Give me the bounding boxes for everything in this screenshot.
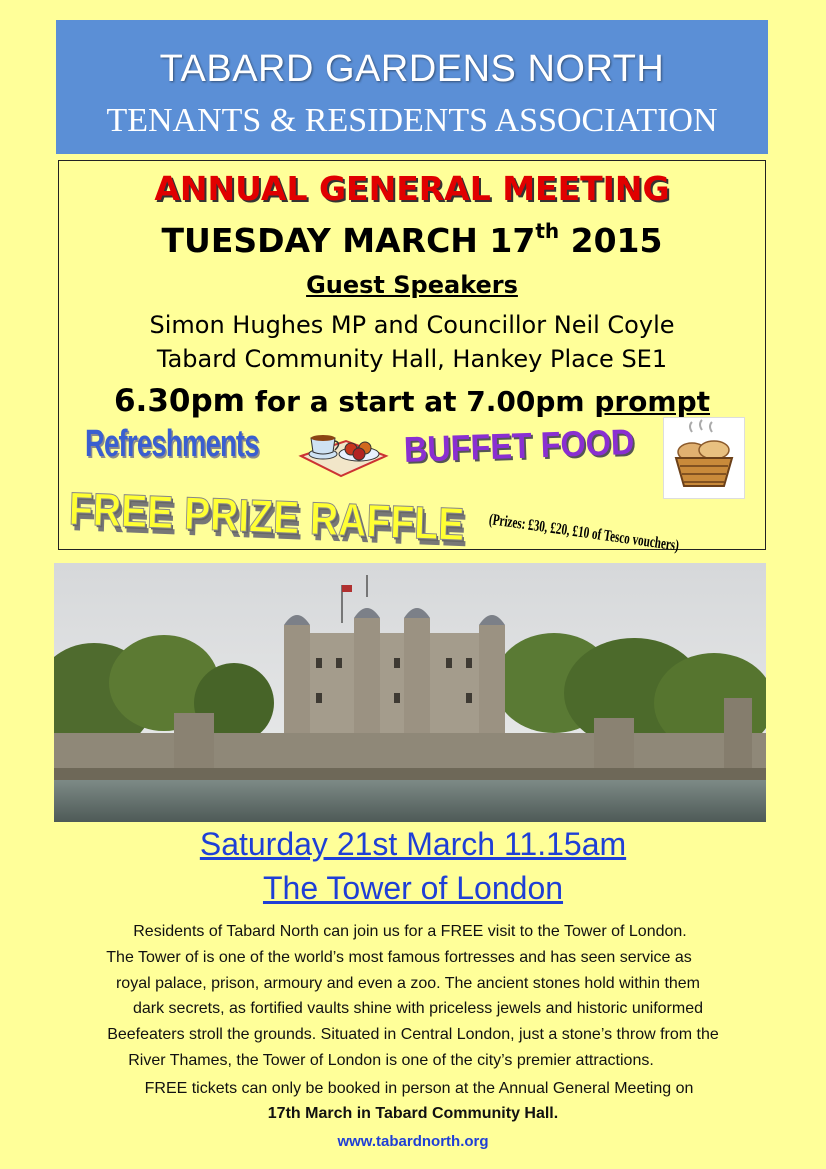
guest-speakers-heading: Guest Speakers [306, 271, 518, 299]
description-line: Residents of Tabard North can join us for a FREE visit to the Tower of London. [133, 923, 687, 940]
buffet-food-wordart: BUFFET FOOD [403, 420, 635, 470]
description-line: Beefeaters stroll the grounds. Situated in Central London, just a stone’s throw from the [107, 1026, 719, 1043]
description-line: royal palace, prison, armoury and even a zoo. The ancient stones hold within them [115, 975, 701, 992]
tea-and-cakes-clipart [291, 416, 391, 481]
description-line: FREE tickets can only be booked in person at the Annual General Meeting on [144, 1080, 694, 1097]
meeting-time [59, 383, 765, 419]
agm-date [59, 219, 765, 260]
description-line-bold: 17th March in Tabard Community Hall. [267, 1105, 559, 1122]
org-name: TABARD GARDENS NORTH [159, 48, 665, 90]
event-date-link[interactable]: Saturday 21st March 11.15am [199, 826, 627, 862]
time-start: 6.30pm [113, 383, 245, 419]
time-middle: for a start at 7.00pm [244, 385, 595, 418]
bread-basket-clipart [663, 417, 745, 499]
agm-title: ANNUAL GENERAL MEETING [154, 169, 670, 208]
refreshments-wordart: Refreshments [85, 423, 259, 465]
agm-box [58, 160, 766, 555]
time-prompt: prompt [594, 385, 711, 418]
event-place-link[interactable]: The Tower of London [262, 870, 564, 906]
prizes-note: (Prizes: £30, £20, £10 of Tesco vouchers) [487, 511, 681, 555]
speakers-line: Simon Hughes MP and Councillor Neil Coyle [149, 311, 675, 339]
agm-date-year: 2015 [559, 221, 663, 260]
free-prize-raffle-wordart: FREE PRIZE RAFFLE [68, 482, 465, 551]
description-line: River Thames, the Tower of London is one of the city’s premier attractions. [128, 1052, 654, 1069]
org-subtitle: TENANTS & RESIDENTS ASSOCIATION [106, 102, 718, 139]
header-banner [56, 20, 768, 154]
website-link[interactable]: www.tabardnorth.org [337, 1133, 489, 1150]
agm-date-main: TUESDAY MARCH 17 [161, 221, 536, 260]
tower-of-london-photo [54, 563, 766, 822]
agm-date-suffix: th [535, 219, 560, 243]
venue-line: Tabard Community Hall, Hankey Place SE1 [156, 345, 668, 373]
description-line: The Tower of is one of the world’s most famous fortresses and has seen service as [106, 949, 692, 966]
description-line: dark secrets, as fortified vaults shine with priceless jewels and historic uniformed [132, 1000, 704, 1017]
